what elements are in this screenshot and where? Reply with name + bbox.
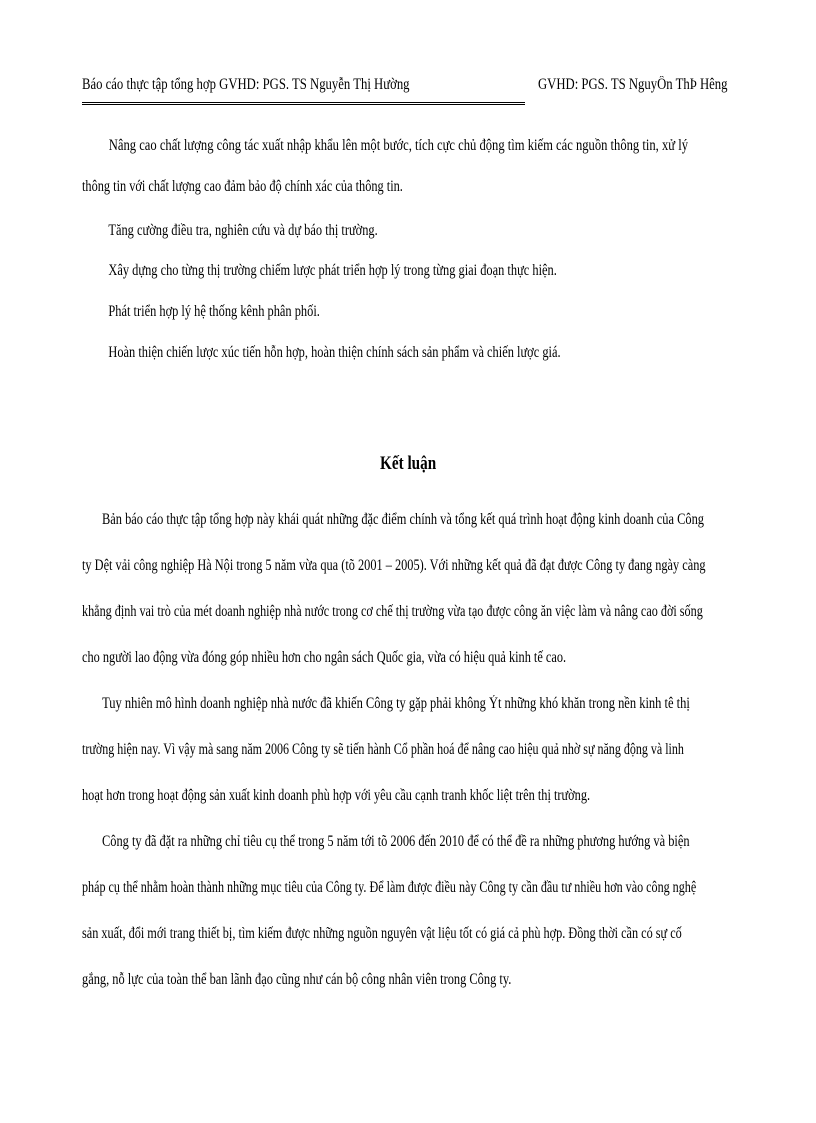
header-right-text: GVHD: PGS. TS NguyÔn ThÞ Hêng (538, 76, 728, 93)
intro-section (82, 125, 768, 373)
conclusion-title (0, 453, 816, 475)
conclusion-line: hoạt hơn trong hoạt động sản xuất kinh doanh phù hợp với yêu cầu cạnh tranh khốc liệt trên thị trường. (82, 787, 591, 804)
intro-line: Tăng cường điều tra, nghiên cứu và dự báo thị trường. (108, 222, 378, 239)
conclusion-section (82, 497, 768, 1003)
intro-line: Xây dựng cho từng thị trường chiếm lược phát triển hợp lý trong từng giai đoạn thực hiện. (108, 262, 557, 279)
conclusion-line: Công ty đã đặt ra những chỉ tiêu cụ thể trong 5 năm tới tõ 2006 đến 2010 để có thể đề ra những phương hướng và biện (102, 833, 690, 850)
conclusion-line: khẳng định vai trò của mét doanh nghiệp nhà nước trong cơ chế thị trường vừa tạo được công ăn việc làm và nâng cao đời sống (82, 603, 703, 620)
conclusion-title-text: Kết luận (379, 453, 437, 474)
intro-line: Nâng cao chất lượng công tác xuất nhập khẩu lên một bước, tích cực chủ động tìm kiếm các nguồn thông tin, xử lý (108, 137, 689, 154)
conclusion-line: pháp cụ thể nhằm hoàn thành những mục tiêu của Công ty. Để làm được điều này Công ty cần đầu tư nhiều hơn vào công nghệ (82, 879, 697, 896)
header-rule (82, 102, 525, 105)
conclusion-line: ty Dệt vải công nghiệp Hà Nội trong 5 năm vừa qua (tõ 2001 – 2005). Với những kết quả đã đạt được Công ty đang ngày càng (82, 557, 706, 574)
conclusion-line: gắng, nỗ lực của toàn thể ban lãnh đạo cũng như cán bộ công nhân viên trong Công ty. (82, 971, 512, 988)
header-left-text: Báo cáo thực tập tổng hợp GVHD: PGS. TS Nguyễn Thị Hường (82, 76, 410, 93)
intro-line: thông tin với chất lượng cao đảm bảo độ chính xác của thông tin. (82, 178, 403, 195)
conclusion-line: Tuy nhiên mô hình doanh nghiệp nhà nước đã khiến Công ty gặp phải không Ýt những khó khăn trong nền kinh tê thị (102, 695, 690, 712)
page-header (82, 76, 762, 102)
conclusion-line: Bản báo cáo thực tập tổng hợp này khái quát những đặc điểm chính và tổng kết quá trình hoạt động kinh doanh của Công (102, 511, 704, 528)
conclusion-line: sản xuất, đổi mới trang thiết bị, tìm kiếm được những nguồn nguyên vật liệu tốt có giá cả phù hợp. Đồng thời cần có sự cố (82, 925, 682, 942)
conclusion-line: trường hiện nay. Vì vậy mà sang năm 2006 Công ty sẽ tiến hành Cổ phần hoá để nâng cao hiệu quả nhờ sự năng động và linh (82, 741, 684, 758)
intro-line: Phát triển hợp lý hệ thống kênh phân phối. (108, 303, 320, 320)
intro-line: Hoàn thiện chiến lược xúc tiến hỗn hợp, hoàn thiện chính sách sản phẩm và chiến lược giá. (108, 344, 561, 361)
conclusion-line: cho người lao động vừa đóng góp nhiều hơn cho ngân sách Quốc gia, vừa có hiệu quả kinh tế cao. (82, 649, 567, 666)
